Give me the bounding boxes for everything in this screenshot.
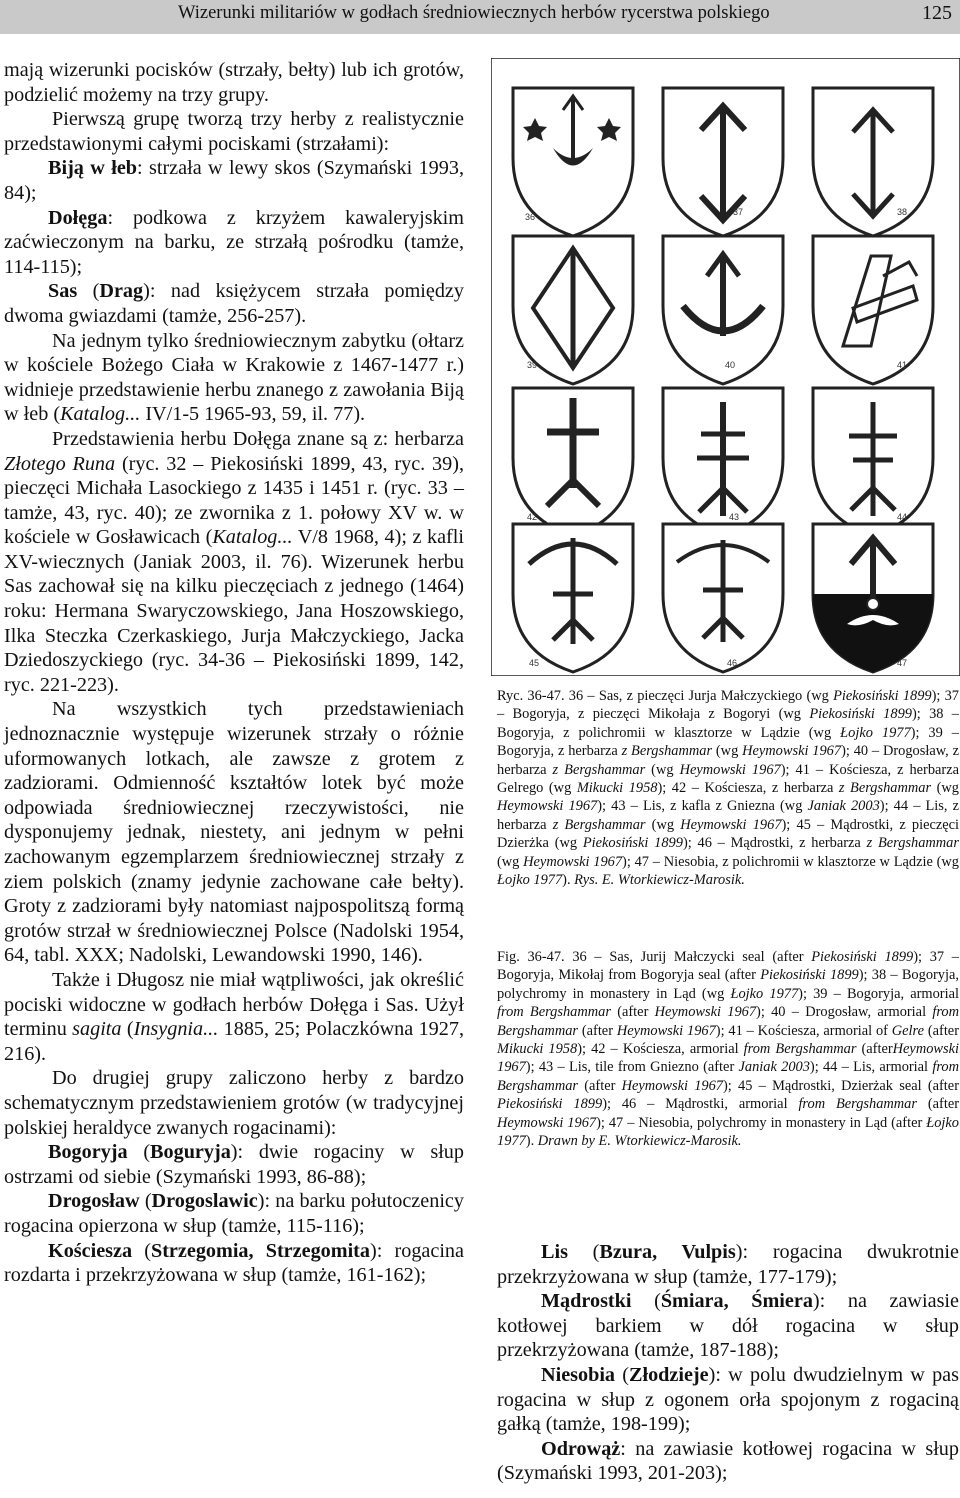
entry-alias: Boguryja [150, 1141, 231, 1164]
caption-italic: Heymowski 1967 [621, 1077, 723, 1094]
entry-name: Lis [541, 1241, 568, 1263]
entry-lis [497, 1240, 959, 1289]
caption-italic: Piekosiński 1899 [811, 949, 914, 965]
caption-italic: z Bergshammar [552, 761, 646, 778]
caption-text: ); 41 – Kościesza, z herbarza Gelrego (wg [497, 761, 959, 797]
text-run: ( [121, 1018, 134, 1041]
caption-italic: Piekosiński 1899 [809, 706, 912, 723]
caption-italic: z Bergshammar [838, 780, 932, 797]
entry-alias: Złodzieje [629, 1363, 709, 1386]
shield-46-madrostki [663, 524, 783, 672]
caption-text: Ryc. 36-47. 36 – Sas, z pieczęci Jurja Małczyckiego (wg [497, 688, 834, 704]
caption-text: ); 42 – Kościesza, armorial [577, 1041, 744, 1058]
text-run: IV/1-5 1965-93, 59, il. 77). [140, 403, 366, 426]
italic-run: Złotego Runa [4, 452, 116, 475]
caption-english [497, 948, 959, 1150]
entry-name: Bogoryja [48, 1141, 128, 1164]
shield-43-lis [663, 388, 783, 536]
caption-text: (after [924, 1022, 959, 1039]
caption-italic: Łojko 1977 [497, 872, 563, 889]
caption-italic: Janiak 2003 [738, 1059, 810, 1076]
entry-alias: Śmiara, Śmiera [660, 1290, 813, 1313]
caption-italic: Heymowski 1967 [616, 1022, 716, 1039]
caption-text: ); 40 – Drogosław, armorial [756, 1004, 933, 1021]
caption-text: (after [578, 1077, 622, 1094]
shield-45-madrostki [513, 524, 633, 672]
heraldry-plate [491, 58, 960, 676]
caption-italic: Heymowski 1967 [654, 1004, 757, 1021]
caption-text: ); 44 – Lis, armorial [809, 1059, 933, 1076]
caption-italic: from Bergshammar [497, 1004, 611, 1021]
label-42: 42 [527, 512, 538, 522]
text-run: Także i Długosz nie miał wątpliwości, jak określić pociski widoczne w godłach herbów Dołęga i Sas. Użył terminu [4, 968, 464, 1041]
entry-name: Drogosław [48, 1190, 140, 1213]
caption-text: ). [525, 1133, 538, 1150]
entry-niesobia [497, 1363, 959, 1437]
entry-text: ( [127, 1141, 151, 1164]
entry-madrostki [497, 1289, 959, 1363]
caption-text: ); 41 – Kościesza, armorial of [715, 1022, 892, 1039]
caption-italic: Heymowski 1967 [742, 743, 842, 760]
entry-name: Dołęga [48, 206, 108, 229]
caption-text: (after [916, 1096, 960, 1113]
caption-text: ); 46 – Mądrostki, armorial [602, 1096, 799, 1113]
entry-alias: Strzegomia, Strzegomita [150, 1239, 370, 1262]
caption-italic: Drawn by E. Wtorkiewicz-Marosik. [537, 1133, 742, 1150]
caption-text: (wg [645, 816, 681, 833]
caption-italic: Heymowski 1967 [523, 853, 623, 870]
caption-italic: Heymowski 1967 [679, 761, 781, 778]
entry-bogoryja [4, 1140, 464, 1189]
entry-text: : podkowa z krzyżem kawaleryjskim zaćwieczonym na barku, ze strzałą pośrodku (tamże, 114-115); [4, 206, 464, 278]
label-47: 47 [897, 658, 908, 668]
caption-italic: Łojko 1977 [840, 724, 911, 741]
caption-text: ); 47 – Niesobia, polychromy in monastery in Ląd (after [596, 1114, 927, 1131]
caption-italic: z Bergshammar [621, 743, 713, 760]
caption-text: ); 39 – Bogoryja, armorial [798, 985, 959, 1002]
shield-44-lis [813, 388, 933, 536]
caption-text: (wg [645, 761, 680, 778]
text-run: (ryc. 32 – Piekosiński 1899, 43, ryc. 39), pieczęci Michała Lasockiego z 1435 i 1451 r. (ryc. 33 – tamże, 43, ryc. 40); ze zwornika z 1. połowy XV w. w kościele w Gosławicach ( [4, 452, 464, 549]
shield-40-drogoslaw [663, 236, 783, 384]
caption-text: (after [610, 1004, 655, 1021]
text-run: V/8 1968, 4); z kafli XV-wiecznych (Janiak 2003, il. 76). Wizerunek herbu Sas zachował się na kilku pieczęciach z jednego (1464) roku: Hermana Swaryczowskiego, Jana Hoszowskiego, Ilka Steczka Czerkaskiego, Jurja Małczyckiego, Jacka Dziedoszyckiego (ryc. 34-36 – Piekosiński 1899, 142, ryc. 221-223). [4, 526, 464, 696]
caption-italic: z Bergshammar [552, 816, 646, 833]
italic-run: Insygnia... [133, 1018, 219, 1041]
caption-text: ); 40 – Drogosław, z herbarza [497, 743, 960, 778]
caption-italic: Piekosiński 1899 [833, 688, 932, 704]
label-44: 44 [897, 512, 908, 522]
entry-text: ( [615, 1363, 629, 1386]
shield-42-koscieza [513, 388, 633, 536]
entry-name: Biją w łeb [48, 157, 138, 180]
caption-text: ); 37 – Bogoryja, z pieczęci Mikołaja z Bogoryi (wg [497, 688, 960, 723]
label-45: 45 [529, 658, 540, 668]
entry-text: ): rogacina rozdarta i przekrzyżowana w słup (tamże, 161-162); [4, 1239, 464, 1287]
entry-text: ( [139, 1190, 152, 1213]
caption-text: ); 43 – Lis, z kafla z Gniezna (wg [597, 798, 808, 815]
entry-name: Odrowąż [541, 1437, 621, 1460]
caption-italic: from Bergshammar [798, 1096, 917, 1113]
entry-drogoslaw [4, 1189, 464, 1238]
label-39: 39 [527, 360, 538, 370]
entry-text: ): w polu dwudzielnym w pas rogacina w słup z ogonem orła spojonym z rogaciną gałką (tamże, 198-199); [497, 1363, 959, 1436]
entry-text: ): na zawiasie kotłowej barkiem w dół rogacina w słup przekrzyżowana (tamże, 187-188); [497, 1290, 959, 1362]
caption-italic: Łojko 1977 [730, 985, 799, 1002]
paragraph-katalog [4, 329, 464, 427]
entry-text: ( [132, 1239, 151, 1262]
caption-italic: Heymowski 1967 [497, 1114, 597, 1131]
shield-41-koscieza [813, 236, 933, 384]
entry-sas [4, 279, 464, 328]
caption-italic: z Bergshammar [866, 835, 959, 852]
shield-36-sas [513, 88, 633, 236]
running-header [0, 0, 960, 34]
entry-name: Niesobia [541, 1363, 616, 1386]
caption-text: ). [562, 872, 575, 889]
entry-dolega [4, 206, 464, 280]
entry-text: ): dwie rogaciny w słup ostrzami od siebie (Szymański 1993, 86-88); [4, 1141, 464, 1188]
caption-italic: Janiak 2003 [807, 798, 880, 815]
paragraph-second-group: Do drugiej grupy zaliczono herby z bardzo schematycznym przedstawieniem grotów (w tradycyjnej polskiej heraldyce zwanych rogacinami): [4, 1067, 464, 1139]
entry-name: Kościesza [48, 1239, 133, 1262]
caption-polish [497, 687, 959, 889]
caption-italic: Rys. E. Wtorkiewicz-Marosik. [574, 872, 745, 889]
caption-italic: Piekosiński 1899 [582, 835, 683, 852]
italic-run: Katalog... [212, 526, 293, 549]
entry-text: : strzała w lewy skos (Szymański 1993, 84); [4, 157, 465, 204]
caption-text: ); 45 – Mądrostki, z pieczęci Dzierżka (wg [497, 816, 960, 852]
label-37: 37 [733, 207, 744, 217]
entry-koscieza [4, 1239, 464, 1288]
caption-text: ); 38 – Bogoryja, z polichromii w klasztorze w Lądzie (wg [497, 706, 959, 741]
heraldry-figure [491, 58, 960, 676]
caption-text: ); 37 – Bogoryja, Mikołaj from Bogoryja seal (after [497, 949, 959, 984]
caption-italic: Heymowski 1967 [680, 816, 782, 833]
caption-text: ); 43 – Lis, tile from Gniezno (after [525, 1059, 739, 1076]
shield-47-niesobia [813, 524, 933, 672]
entry-text: ): nad księżycem strzała pomiędzy dwoma gwiazdami (tamże, 256-257). [4, 280, 464, 327]
text-run: 1885, 25; Polaczkówna 1927, 216). [4, 1018, 464, 1065]
label-40: 40 [725, 360, 736, 370]
label-41: 41 [897, 360, 908, 370]
entry-name: Sas [48, 280, 78, 303]
caption-text: (after [578, 1022, 617, 1039]
italic-run: sagita [72, 1018, 122, 1041]
shield-37-bogoryja [663, 88, 783, 236]
caption-text: (wg [497, 853, 524, 870]
entry-text: ( [567, 1241, 600, 1263]
entry-alias: Bzura, Vulpis [599, 1241, 736, 1263]
caption-text: ); 44 – Lis, z herbarza [497, 798, 959, 833]
entry-text: : na zawiasie kotłowej rogacina w słup (Szymański 1993, 201-203); [497, 1437, 959, 1485]
entry-name: Mądrostki [541, 1290, 632, 1313]
caption-text: (after [856, 1041, 893, 1058]
entry-bija-w-leb [4, 156, 464, 205]
shield-39-bogoryja [513, 236, 633, 384]
text-run: Przedstawienia herbu Dołęga znane są z: herbarza [52, 427, 464, 450]
entry-text: ( [631, 1290, 661, 1313]
right-column-entries [497, 1240, 959, 1486]
entry-text: ): rogacina dwukrotnie przekrzyżowana w słup (tamże, 177-179); [497, 1241, 959, 1288]
caption-text: Fig. 36-47. 36 – Sas, Jurij Małczycki seal (after [497, 949, 812, 965]
paragraph-arrows: Na wszystkich tych przedstawieniach jednoznacznie występuje wizerunek strzały o różnie uformowanych lotkach, ale zawsze z grotem z zadziorami. Odmienność kształtów lotek być może odpowiada średniowiecznej rzeczywistości, nie dysponujemy jednak, niestety, ani jednym w pełni zachowanym egzemplarzem średniowiecznej strzały z ziem polskich (znamy jedynie zachowane całe bełty). Groty z zadziorami były natomiast najpospolitszą formą grotów strzał w średniowiecznej Polsce (Nadolski 1954, 64, tabl. XXX; Nadolski, Lewandowski 1990, 146). [4, 698, 464, 967]
caption-italic: from Bergshammar [497, 1004, 959, 1039]
page-number: 125 [922, 2, 952, 24]
caption-italic: from Bergshammar [743, 1041, 857, 1058]
caption-text: ); 42 – Kościesza, z herbarza [657, 780, 839, 797]
left-column [4, 58, 464, 1288]
label-36: 36 [525, 212, 536, 222]
caption-text: ); 46 – Mądrostki, z herbarza [682, 835, 867, 852]
shield-38-bogoryja [813, 88, 933, 236]
caption-text: ); 39 – Bogoryja, z herbarza [497, 724, 959, 760]
entry-alias: Drogoslawic [151, 1190, 258, 1213]
caption-text: (wg [712, 743, 743, 760]
caption-italic: Heymowski 1967 [497, 1041, 959, 1076]
caption-text: (wg [931, 780, 959, 797]
entry-text: ): na barku połutoczenicy rogacina opierzona w słup (tamże, 115-116); [4, 1190, 464, 1237]
caption-text: ); 45 – Mądrostki, Dzierżak seal (after [723, 1077, 959, 1094]
paragraph-first-group: Pierwszą grupę tworzą trzy herby z realistycznie przedstawionymi całymi pociskami (strzałami): [4, 108, 464, 155]
running-title: Wizerunki militariów w godłach średniowiecznych herbów rycerstwa polskiego [178, 3, 770, 23]
caption-text: ); 38 – Bogoryja, polychromy in monastery in Ląd (wg [497, 967, 959, 1002]
paragraph-dolega-sources [4, 427, 464, 698]
caption-italic: from Bergshammar [497, 1059, 959, 1094]
caption-text: ); 47 – Niesobia, z polichromii w klasztorze w Lądzie (wg [622, 853, 960, 870]
caption-italic: Łojko 1977 [497, 1114, 959, 1150]
caption-italic: Piekosiński 1899 [760, 967, 859, 984]
entry-alias: Drag [99, 280, 144, 303]
entry-text: ( [77, 280, 100, 303]
label-38: 38 [897, 207, 908, 217]
paragraph-dlugosz [4, 968, 464, 1066]
caption-italic: Heymowski 1967 [497, 798, 598, 815]
caption-italic: Mikucki 1958 [497, 1041, 578, 1058]
text-run: Na jednym tylko średniowiecznym zabytku (ołtarz w kościele Bożego Ciała w Krakowie z 1467-1477 r.) widnieje przedstawienie herbu znanego z zawołania Biją w łeb ( [4, 329, 464, 426]
caption-italic: Mikucki 1958 [576, 780, 658, 797]
caption-italic: Piekosiński 1899 [497, 1096, 603, 1113]
paragraph-intro: mają wizerunki pocisków (strzały, bełty) lub ich grotów, podzielić możemy na trzy grupy. [4, 59, 464, 106]
caption-italic: Gelre [891, 1022, 925, 1039]
label-43: 43 [729, 512, 740, 522]
italic-run: Katalog... [60, 403, 141, 426]
label-46: 46 [727, 658, 738, 668]
entry-odrowaz [497, 1437, 959, 1486]
